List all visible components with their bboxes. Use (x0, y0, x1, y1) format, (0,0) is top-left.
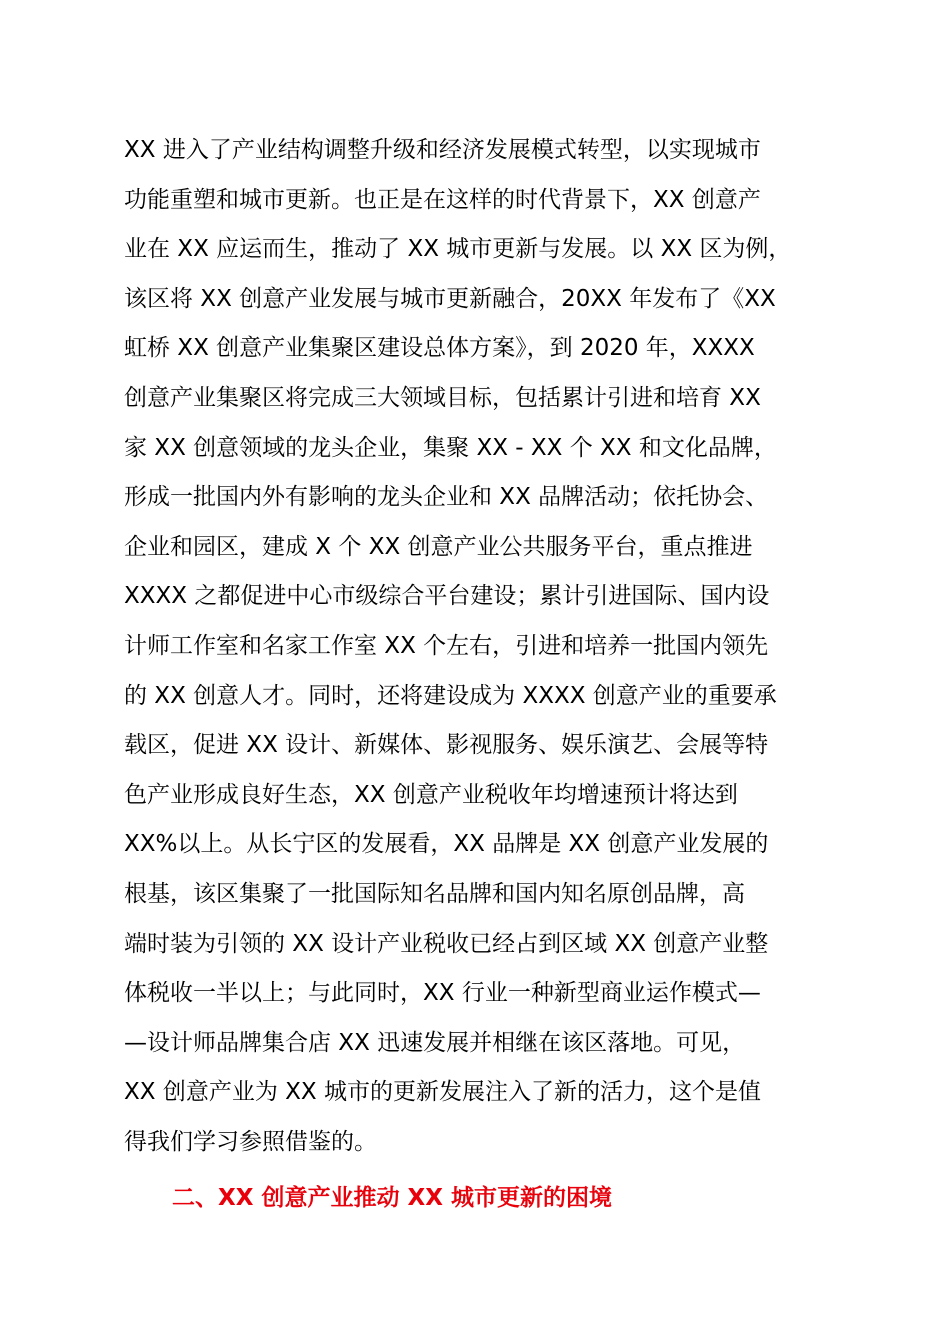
paragraph-line: 得我们学习参照借鉴的。 (124, 1128, 377, 1155)
paragraph-line: 计师工作室和名家工作室 XX 个左右，引进和培养一批国内领先 (124, 632, 769, 659)
paragraph-line: 家 XX 创意领域的龙头企业，集聚 XX - XX 个 XX 和文化品牌， (124, 434, 777, 461)
paragraph-line: —设计师品牌集合店 XX 迅速发展并相继在该区落地。可见， (124, 1029, 746, 1056)
paragraph-line: 形成一批国内外有影响的龙头企业和 XX 品牌活动；依托协会、 (124, 484, 769, 511)
paragraph-line: 的 XX 创意人才。同时，还将建设成为 XXXX 创意产业的重要承 (124, 682, 777, 709)
paragraph-line: 载区，促进 XX 设计、新媒体、影视服务、娱乐演艺、会展等特 (124, 732, 769, 759)
body-paragraph (124, 126, 844, 1167)
paragraph-line: 功能重塑和城市更新。也正是在这样的时代背景下，XX 创意产 (124, 186, 761, 213)
paragraph-line: XX 创意产业为 XX 城市的更新发展注入了新的活力，这个是值 (124, 1079, 761, 1106)
paragraph-line: XX 进入了产业结构调整升级和经济发展模式转型，以实现城市 (124, 137, 761, 163)
paragraph-line: 企业和园区，建成 X 个 XX 创意产业公共服务平台，重点推进 (124, 533, 753, 560)
paragraph-line: 色产业形成良好生态，XX 创意产业税收年均增速预计将达到 (124, 781, 738, 808)
paragraph-line: 体税收一半以上；与此同时，XX 行业一种新型商业运作模式— (124, 980, 761, 1007)
paragraph-line: 虹桥 XX 创意产业集聚区建设总体方案》，到 2020 年，XXXX (124, 335, 755, 362)
paragraph-line: 业在 XX 应运而生，推动了 XX 城市更新与发展。以 XX 区为例， (124, 236, 792, 263)
paragraph-line: 端时装为引领的 XX 设计产业税收已经占到区域 XX 创意产业整 (124, 930, 769, 957)
section-heading: 二、XX 创意产业推动 XX 城市更新的困境 (172, 1185, 612, 1211)
paragraph-line: 根基，该区集聚了一批国际知名品牌和国内知名原创品牌，高 (124, 880, 745, 907)
paragraph-line: XX%以上。从长宁区的发展看，XX 品牌是 XX 创意产业发展的 (124, 831, 769, 858)
paragraph-line: 该区将 XX 创意产业发展与城市更新融合，20XX 年发布了《XX (124, 285, 776, 312)
paragraph-line: 创意产业集聚区将完成三大领域目标，包括累计引进和培育 XX (124, 384, 761, 411)
paragraph-line: XXXX 之都促进中心市级综合平台建设；累计引进国际、国内设 (124, 583, 770, 610)
